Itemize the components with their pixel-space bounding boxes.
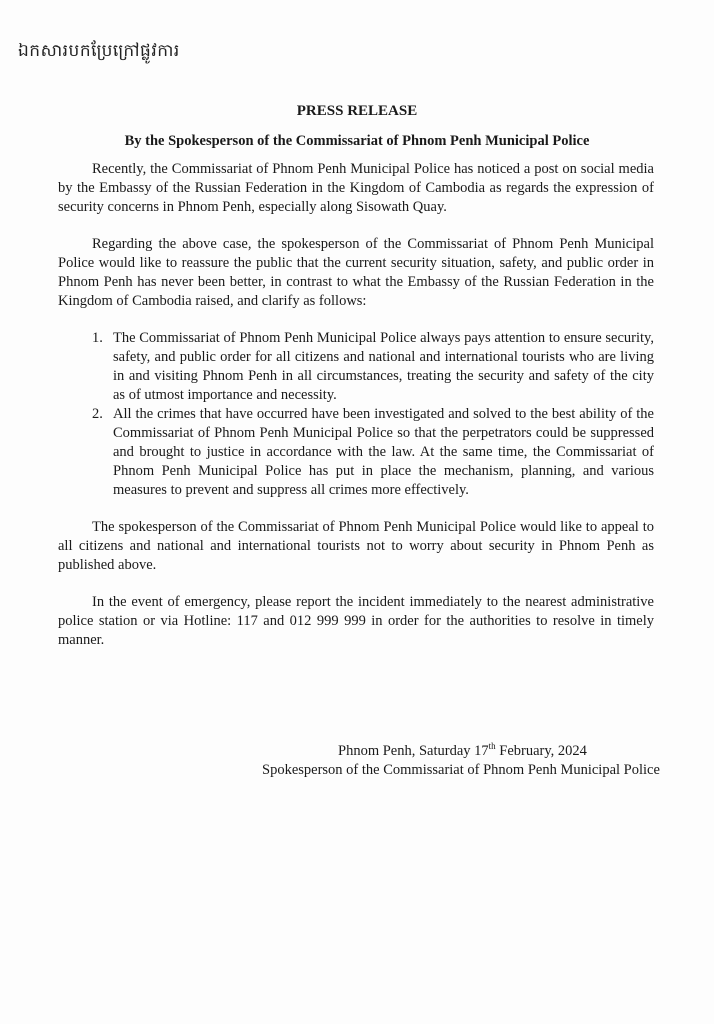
press-release-body bbox=[58, 160, 654, 668]
press-release-subtitle: By the Spokesperson of the Commissariat of Phnom Penh Municipal Police bbox=[124, 133, 590, 149]
list-item bbox=[58, 329, 654, 405]
place-and-date bbox=[262, 742, 692, 761]
body-paragraph: Regarding the above case, the spokesperson of the Commissariat of Phnom Penh Municipal Police would like to reassure the public that the current security situation, safety, and public order in Phnom Penh has never been better, in contrast to what the Embassy of the Russian Federation in the Kingdom of Cambodia raised, and clarify as follows: bbox=[58, 236, 654, 309]
closing-paragraph: In the event of emergency, please report the incident immediately to the nearest administrative police station or via Hotline: 117 and 012 999 999 in order for the authorities to resolve in timely manner. bbox=[58, 594, 654, 648]
list-item bbox=[58, 405, 654, 500]
signature-block bbox=[262, 742, 692, 780]
unofficial-translation-header: ឯកសារបកប្រែក្រៅផ្លូវការ bbox=[18, 41, 180, 61]
clarification-list bbox=[58, 329, 654, 500]
list-item-text: All the crimes that have occurred have been investigated and solved to the best ability of the Commissariat of Phnom Penh Municipal Police so that the perpetrators could be suppressed and brought to justice in accordance with the law. At the same time, the Commissariat of Phnom Penh Municipal Police has put in place the mechanism, planning, and various measures to prevent and suppress all crimes more effectively. bbox=[113, 406, 654, 498]
signatory: Spokesperson of the Commissariat of Phnom Penh Municipal Police bbox=[262, 762, 660, 778]
list-item-text: The Commissariat of Phnom Penh Municipal Police always pays attention to ensure security, safety, and public order for all citizens and national and international tourists who are living in and visiting Phnom Penh in all circumstances, treating the security and safety of the city as of utmost importance and necessity. bbox=[113, 330, 654, 403]
body-paragraph: Recently, the Commissariat of Phnom Penh Municipal Police has noticed a post on social media by the Embassy of the Russian Federation in the Kingdom of Cambodia as regards the expression of security concerns in Phnom Penh, especially along Sisowath Quay. bbox=[58, 161, 654, 215]
press-release-title: PRESS RELEASE bbox=[296, 103, 418, 119]
list-item-number: 1. bbox=[92, 330, 103, 346]
closing-paragraph: The spokesperson of the Commissariat of Phnom Penh Municipal Police would like to appeal to all citizens and national and international tourists not to worry about security in Phnom Penh as published above. bbox=[58, 519, 654, 573]
date-ordinal-suffix: th bbox=[488, 741, 496, 752]
list-item-number: 2. bbox=[92, 406, 103, 422]
date-prefix: Phnom Penh, Saturday 17 bbox=[338, 743, 489, 759]
date-rest: February, 2024 bbox=[495, 743, 587, 759]
